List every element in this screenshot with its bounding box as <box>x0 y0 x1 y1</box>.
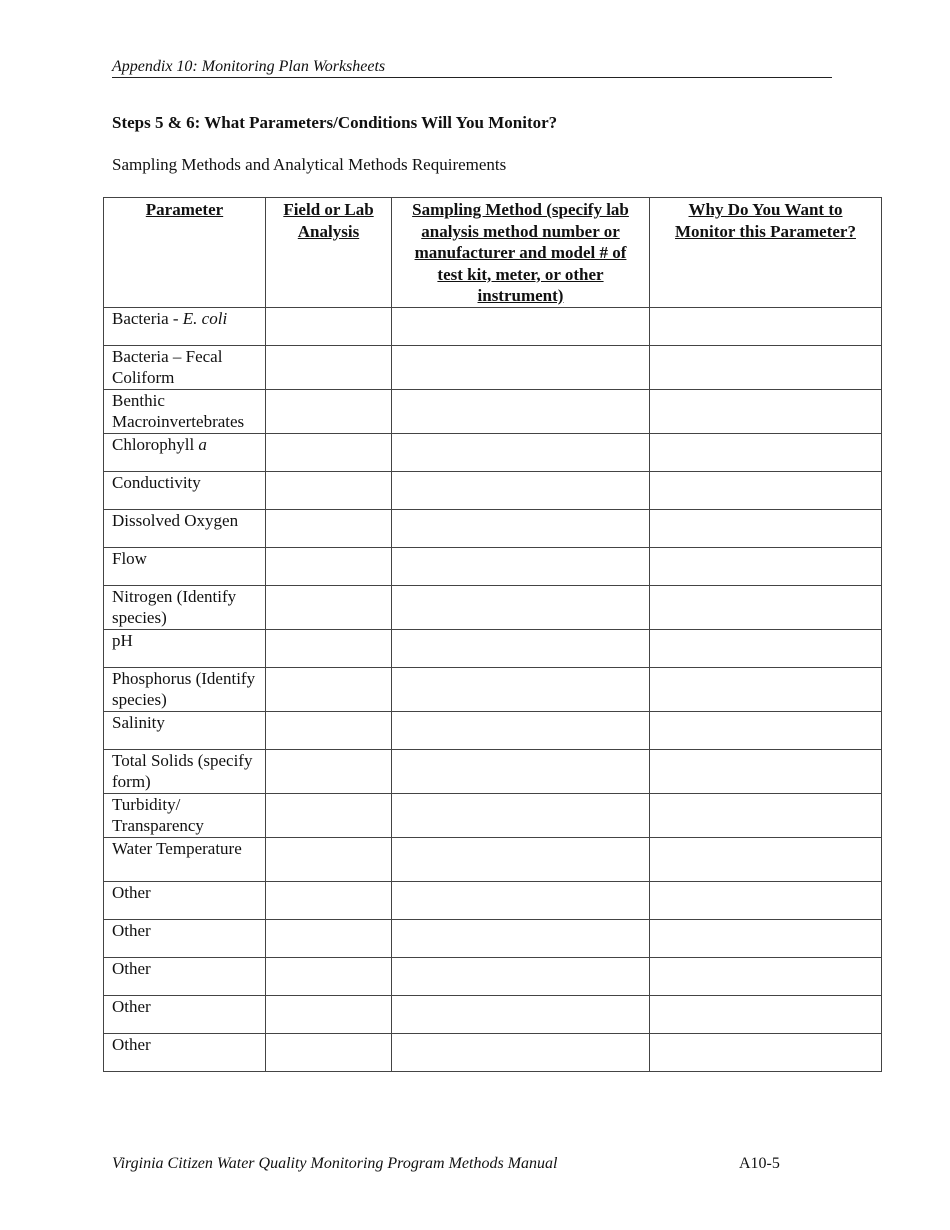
table-row <box>104 547 882 585</box>
table-row <box>104 509 882 547</box>
cell-sampling-method[interactable] <box>392 389 650 433</box>
table-row <box>104 345 882 389</box>
cell-field-or-lab[interactable] <box>266 793 392 837</box>
cell-field-or-lab[interactable] <box>266 547 392 585</box>
parameter-name: Turbidity/ Transparency <box>112 794 204 835</box>
parameter-name: Flow <box>112 548 147 568</box>
cell-parameter <box>104 667 266 711</box>
cell-sampling-method[interactable] <box>392 345 650 389</box>
footer-page-number: A10-5 <box>739 1155 780 1172</box>
cell-sampling-method[interactable] <box>392 629 650 667</box>
cell-why-monitor[interactable] <box>650 547 882 585</box>
table-row <box>104 585 882 629</box>
cell-why-monitor[interactable] <box>650 629 882 667</box>
cell-sampling-method[interactable] <box>392 749 650 793</box>
cell-parameter <box>104 957 266 995</box>
cell-parameter <box>104 433 266 471</box>
cell-parameter <box>104 995 266 1033</box>
cell-parameter <box>104 711 266 749</box>
table-row <box>104 711 882 749</box>
parameter-name: Other <box>112 996 151 1016</box>
cell-field-or-lab[interactable] <box>266 389 392 433</box>
table-row <box>104 793 882 837</box>
parameter-name: Other <box>112 958 151 978</box>
page-title: Steps 5 & 6: What Parameters/Conditions Will You Monitor? <box>112 113 558 132</box>
column-header-field-or-lab: Field or Lab Analysis <box>266 198 392 308</box>
cell-field-or-lab[interactable] <box>266 881 392 919</box>
parameter-name: Other <box>112 882 151 902</box>
parameter-name: Chlorophyll <box>112 434 199 454</box>
cell-parameter <box>104 547 266 585</box>
cell-field-or-lab[interactable] <box>266 307 392 345</box>
parameter-name: Total Solids (specify form) <box>112 750 253 791</box>
cell-sampling-method[interactable] <box>392 471 650 509</box>
parameter-name: Bacteria - <box>112 308 183 328</box>
cell-field-or-lab[interactable] <box>266 957 392 995</box>
table-row <box>104 919 882 957</box>
cell-parameter <box>104 629 266 667</box>
cell-sampling-method[interactable] <box>392 547 650 585</box>
cell-why-monitor[interactable] <box>650 433 882 471</box>
cell-field-or-lab[interactable] <box>266 667 392 711</box>
parameters-table <box>103 197 882 1072</box>
cell-field-or-lab[interactable] <box>266 509 392 547</box>
cell-field-or-lab[interactable] <box>266 629 392 667</box>
cell-sampling-method[interactable] <box>392 585 650 629</box>
table-row <box>104 1033 882 1071</box>
cell-parameter <box>104 919 266 957</box>
cell-sampling-method[interactable] <box>392 509 650 547</box>
cell-parameter <box>104 837 266 881</box>
parameter-name: Other <box>112 1034 151 1054</box>
cell-parameter <box>104 307 266 345</box>
running-header <box>112 56 832 78</box>
table-body <box>104 307 882 1071</box>
table-row <box>104 995 882 1033</box>
cell-field-or-lab[interactable] <box>266 345 392 389</box>
column-header-parameter: Parameter <box>104 198 266 308</box>
cell-field-or-lab[interactable] <box>266 919 392 957</box>
cell-why-monitor[interactable] <box>650 957 882 995</box>
table-row <box>104 307 882 345</box>
cell-sampling-method[interactable] <box>392 793 650 837</box>
cell-why-monitor[interactable] <box>650 307 882 345</box>
table-header-row <box>104 198 882 308</box>
cell-sampling-method[interactable] <box>392 957 650 995</box>
table-row <box>104 471 882 509</box>
cell-sampling-method[interactable] <box>392 307 650 345</box>
cell-sampling-method[interactable] <box>392 667 650 711</box>
column-header-sampling-method: Sampling Method (specify lab analysis method number or manufacturer and model # of test kit, meter, or other instrument) <box>392 198 650 308</box>
page-subtitle: Sampling Methods and Analytical Methods Requirements <box>112 155 507 174</box>
cell-sampling-method[interactable] <box>392 881 650 919</box>
cell-why-monitor[interactable] <box>650 995 882 1033</box>
cell-parameter <box>104 389 266 433</box>
cell-parameter <box>104 345 266 389</box>
cell-why-monitor[interactable] <box>650 711 882 749</box>
table-row <box>104 837 882 881</box>
cell-why-monitor[interactable] <box>650 585 882 629</box>
cell-parameter <box>104 1033 266 1071</box>
cell-field-or-lab[interactable] <box>266 749 392 793</box>
cell-sampling-method[interactable] <box>392 919 650 957</box>
parameter-name: Phosphorus (Identify species) <box>112 668 256 709</box>
cell-why-monitor[interactable] <box>650 1033 882 1071</box>
parameter-name: Nitrogen (Identify species) <box>112 586 237 627</box>
cell-parameter <box>104 793 266 837</box>
cell-why-monitor[interactable] <box>650 749 882 793</box>
parameter-name: Salinity <box>112 712 165 732</box>
cell-field-or-lab[interactable] <box>266 471 392 509</box>
parameter-name: Dissolved Oxygen <box>112 510 239 530</box>
cell-sampling-method[interactable] <box>392 433 650 471</box>
running-header-text: Appendix 10: Monitoring Plan Worksheets <box>112 58 386 75</box>
cell-field-or-lab[interactable] <box>266 995 392 1033</box>
cell-parameter <box>104 509 266 547</box>
parameter-name: pH <box>112 630 133 650</box>
parameter-name-italic: E. coli <box>182 308 228 328</box>
cell-parameter <box>104 585 266 629</box>
table-row <box>104 433 882 471</box>
parameter-name: Benthic Macroinvertebrates <box>112 390 245 431</box>
cell-why-monitor[interactable] <box>650 389 882 433</box>
cell-sampling-method[interactable] <box>392 837 650 881</box>
cell-why-monitor[interactable] <box>650 345 882 389</box>
footer-manual-title: Virginia Citizen Water Quality Monitoring Program Methods Manual <box>112 1155 558 1172</box>
table-row <box>104 957 882 995</box>
table-row <box>104 389 882 433</box>
cell-parameter <box>104 881 266 919</box>
parameter-name: Other <box>112 920 151 940</box>
cell-why-monitor[interactable] <box>650 881 882 919</box>
cell-why-monitor[interactable] <box>650 509 882 547</box>
cell-parameter <box>104 471 266 509</box>
column-header-why-monitor: Why Do You Want to Monitor this Parameter? <box>650 198 882 308</box>
cell-sampling-method[interactable] <box>392 1033 650 1071</box>
cell-field-or-lab[interactable] <box>266 585 392 629</box>
cell-field-or-lab[interactable] <box>266 711 392 749</box>
parameter-name: Conductivity <box>112 472 201 492</box>
cell-why-monitor[interactable] <box>650 471 882 509</box>
cell-field-or-lab[interactable] <box>266 433 392 471</box>
parameter-name-italic: a <box>198 434 207 454</box>
parameter-name: Bacteria – Fecal Coliform <box>112 346 223 387</box>
cell-why-monitor[interactable] <box>650 837 882 881</box>
parameter-name: Water Temperature <box>112 838 242 858</box>
table-row <box>104 667 882 711</box>
cell-why-monitor[interactable] <box>650 667 882 711</box>
cell-sampling-method[interactable] <box>392 995 650 1033</box>
table-row <box>104 749 882 793</box>
cell-why-monitor[interactable] <box>650 919 882 957</box>
cell-field-or-lab[interactable] <box>266 837 392 881</box>
cell-field-or-lab[interactable] <box>266 1033 392 1071</box>
cell-sampling-method[interactable] <box>392 711 650 749</box>
table-row <box>104 629 882 667</box>
cell-why-monitor[interactable] <box>650 793 882 837</box>
table-row <box>104 881 882 919</box>
cell-parameter <box>104 749 266 793</box>
